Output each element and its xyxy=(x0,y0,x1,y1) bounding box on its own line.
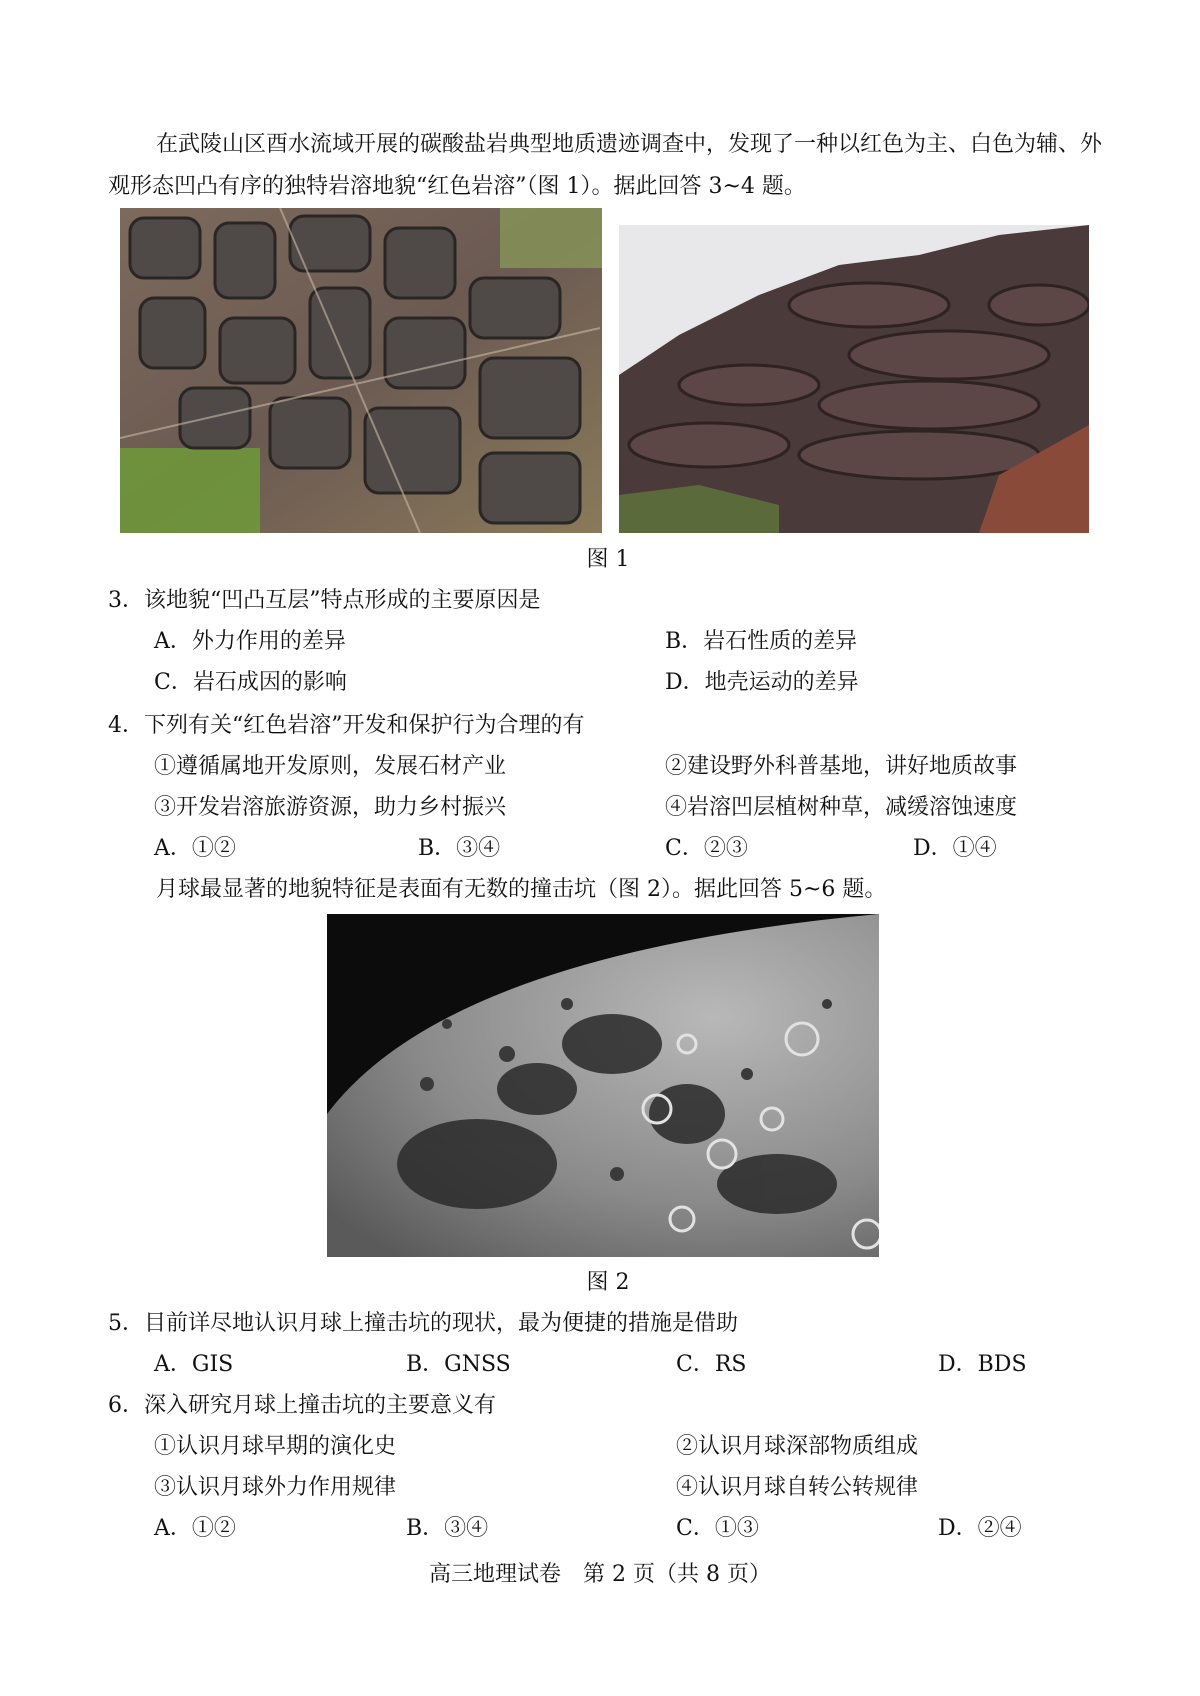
question-6-item-4: ④认识月球自转公转规律 xyxy=(676,1475,919,1500)
question-5-option-d: D．BDS xyxy=(938,1352,1027,1377)
red-karst-aerial-photo xyxy=(120,208,602,533)
question-5-option-c: C．RS xyxy=(676,1352,747,1377)
question-4-item-4: ④岩溶凹层植树种草，减缓溶蚀速度 xyxy=(665,795,1018,820)
question-5-option-a: A．GIS xyxy=(154,1352,234,1377)
question-3-option-d: D．地壳运动的差异 xyxy=(665,670,859,695)
question-3-stem: 3．该地貌“凹凸互层”特点形成的主要原因是 xyxy=(108,588,541,613)
question-3-option-c: C．岩石成因的影响 xyxy=(154,670,347,695)
question-4-item-3: ③开发岩溶旅游资源，助力乡村振兴 xyxy=(154,795,507,820)
question-6-item-2: ②认识月球深部物质组成 xyxy=(676,1434,919,1459)
intro-paragraph-1: 在武陵山区酉水流域开展的碳酸盐岩典型地质遗迹调查中，发现了一种以红色为主、白色为辅、外观形态凹凸有序的独特岩溶地貌“红色岩溶”（图 1）。据此回答 3~4 题。 xyxy=(108,132,1103,199)
question-4-option-a: A．①② xyxy=(154,836,236,861)
question-6-option-a: A．①② xyxy=(154,1516,236,1541)
page-footer: 高三地理试卷 第 2 页（共 8 页） xyxy=(429,1562,771,1587)
question-5-stem: 5．目前详尽地认识月球上撞击坑的现状，最为便捷的措施是借助 xyxy=(108,1311,738,1336)
question-6-stem: 6．深入研究月球上撞击坑的主要意义有 xyxy=(108,1393,496,1418)
figure-2-caption: 图 2 xyxy=(586,1270,630,1295)
question-4-option-d: D．①④ xyxy=(913,836,997,861)
question-6-item-1: ①认识月球早期的演化史 xyxy=(154,1434,397,1459)
figure-1-caption: 图 1 xyxy=(586,547,630,572)
question-4-stem: 4．下列有关“红色岩溶”开发和保护行为合理的有 xyxy=(108,713,585,738)
question-5-option-b: B．GNSS xyxy=(406,1352,511,1377)
question-4-item-1: ①遵循属地开发原则，发展石材产业 xyxy=(154,754,507,779)
question-4-item-2: ②建设野外科普基地，讲好地质故事 xyxy=(665,754,1018,779)
red-karst-cliff-photo xyxy=(619,225,1089,533)
question-6-option-b: B．③④ xyxy=(406,1516,489,1541)
question-3-option-a: A．外力作用的差异 xyxy=(154,629,346,654)
question-4-option-c: C．②③ xyxy=(665,836,748,861)
moon-craters-photo xyxy=(327,914,879,1257)
question-6-option-d: D．②④ xyxy=(938,1516,1022,1541)
question-6-item-3: ③认识月球外力作用规律 xyxy=(154,1475,397,1500)
question-6-option-c: C．①③ xyxy=(676,1516,759,1541)
intro-paragraph-2: 月球最显著的地貌特征是表面有无数的撞击坑（图 2）。据此回答 5~6 题。 xyxy=(156,877,887,902)
question-3-option-b: B．岩石性质的差异 xyxy=(665,629,858,654)
question-4-option-b: B．③④ xyxy=(418,836,501,861)
